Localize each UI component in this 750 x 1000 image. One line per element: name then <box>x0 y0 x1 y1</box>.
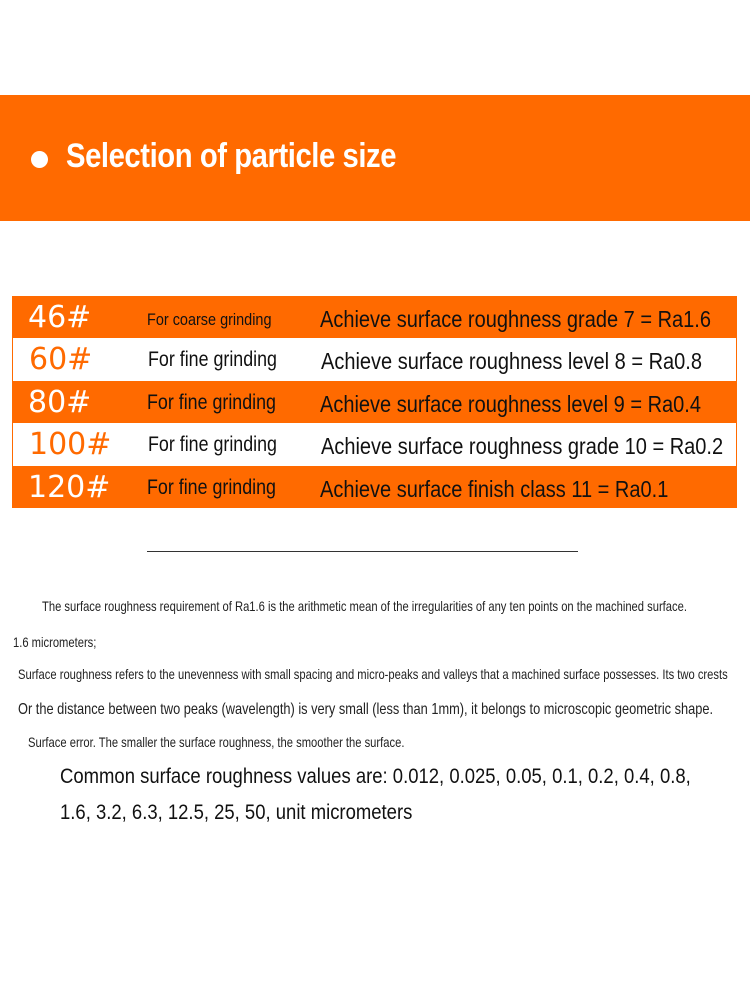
grit-size: 80# <box>28 384 92 420</box>
grinding-use: For fine grinding <box>147 390 276 414</box>
divider-line <box>147 551 578 552</box>
grinding-use: For fine grinding <box>148 348 277 372</box>
description-line-2: 1.6 micrometers; <box>13 634 97 650</box>
table-row <box>12 466 737 508</box>
grit-size: 60# <box>29 342 93 378</box>
grinding-use: For fine grinding <box>147 475 276 499</box>
description-line-3: Surface roughness refers to the unevenness with small spacing and micro-peaks and valleys that a machined surface possesses. Its two crests <box>18 666 728 682</box>
description-line-4: Or the distance between two peaks (wavelength) is very small (less than 1mm), it belongs to microscopic geometric shape. <box>18 701 714 718</box>
grit-size: 100# <box>29 427 112 463</box>
summary-line-2: 1.6, 3.2, 6.3, 12.5, 25, 50, unit micrometers <box>60 801 413 824</box>
roughness-result: Achieve surface roughness level 9 = Ra0.4 <box>320 390 701 417</box>
roughness-result: Achieve surface roughness grade 10 = Ra0.2 <box>321 433 724 460</box>
grinding-use: For coarse grinding <box>147 310 272 329</box>
grinding-use: For fine grinding <box>148 433 277 457</box>
roughness-result: Achieve surface roughness grade 7 = Ra1.6 <box>320 306 711 332</box>
table-row <box>12 296 737 338</box>
bullet-dot-icon <box>31 151 48 168</box>
description-line-5: Surface error. The smaller the surface roughness, the smoother the surface. <box>28 734 405 750</box>
table-row <box>12 423 737 465</box>
section-banner <box>0 95 750 221</box>
section-title: Selection of particle size <box>66 137 397 175</box>
table-row <box>12 381 737 423</box>
roughness-result: Achieve surface finish class 11 = Ra0.1 <box>320 475 669 502</box>
description-line-1: The surface roughness requirement of Ra1.6 is the arithmetic mean of the irregularities of any ten points on the machined surface. <box>42 598 687 614</box>
grit-size: 46# <box>28 300 92 335</box>
grit-table <box>12 296 737 508</box>
roughness-result: Achieve surface roughness level 8 = Ra0.8 <box>321 348 702 375</box>
table-row <box>12 338 737 380</box>
summary-line-1: Common surface roughness values are: 0.012, 0.025, 0.05, 0.1, 0.2, 0.4, 0.8, <box>60 765 691 788</box>
grit-size: 120# <box>28 469 111 505</box>
